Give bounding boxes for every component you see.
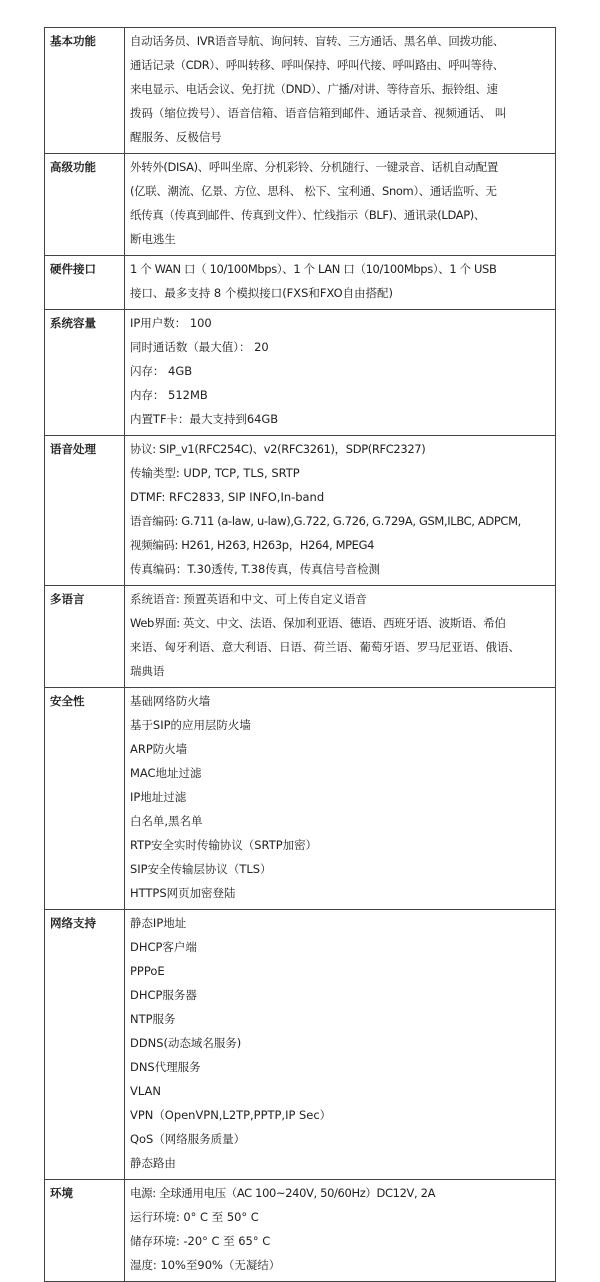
spec-value-line: 拨码（缩位拨号）、语音信箱、语音信箱到邮件、通话录音、视频通话、 叫 <box>130 106 507 120</box>
spec-value-cell <box>125 1180 556 1282</box>
spec-value-line: PPPoE <box>130 964 165 978</box>
spec-value-line: 静态IP地址 <box>130 916 187 930</box>
spec-label-cell <box>45 310 125 436</box>
spec-value-line: 来语、匈牙利语、意大利语、日语、荷兰语、葡萄牙语、罗马尼亚语、俄语、 <box>130 640 520 654</box>
spec-value-line: DHCP客户端 <box>130 940 197 954</box>
spec-value-cell <box>125 910 556 1180</box>
spec-value-line: HTTPS网页加密登陆 <box>130 886 236 900</box>
spec-value-line: 瑞典语 <box>130 664 165 678</box>
spec-value-line: 白名单,黑名单 <box>130 814 203 828</box>
spec-label: 语音处理 <box>50 442 96 456</box>
spec-value-line: 同时通话数（最大值）： 20 <box>130 340 269 354</box>
spec-value-line: (亿联、潮流、亿景、方位、思科、 松下、宝利通、Snom）、通话监听、无 <box>130 184 497 198</box>
spec-row-network-support <box>45 910 556 1180</box>
spec-label: 硬件接口 <box>50 262 96 276</box>
spec-label-cell <box>45 154 125 256</box>
spec-row-multi-language <box>45 586 556 688</box>
spec-value-line: 储存环境: -20° C 至 65° C <box>130 1234 271 1248</box>
spec-value-line: DDNS(动态域名服务) <box>130 1036 242 1050</box>
spec-value-line: 协议: SIP_v1(RFC254C)、v2(RFC3261)，SDP(RFC2327) <box>130 442 426 456</box>
spec-value-line: 外转外(DISA)、呼叫坐席、分机彩铃、分机随行、一键录音、话机自动配置 <box>130 160 498 174</box>
spec-value-line: Web界面: 英文、中文、法语、保加利亚语、德语、西班牙语、波斯语、希伯 <box>130 616 506 630</box>
spec-value-cell <box>125 436 556 586</box>
spec-label: 系统容量 <box>50 316 96 330</box>
spec-value-line: QoS（网络服务质量） <box>130 1132 246 1146</box>
spec-label-cell <box>45 256 125 310</box>
spec-value-line: 语音编码: G.711 (a-law, u-law),G.722, G.726, G.729A, GSM,ILBC, ADPCM, <box>130 514 521 528</box>
spec-value-line: 静态路由 <box>130 1156 176 1170</box>
spec-row-system-capacity <box>45 310 556 436</box>
spec-row-basic-features <box>45 28 556 154</box>
spec-table-body <box>45 28 556 1282</box>
spec-value-line: 电源: 全球通用电压（AC 100~240V, 50/60Hz）DC12V, 2A <box>130 1186 436 1200</box>
spec-label-cell <box>45 1180 125 1282</box>
spec-value-line: VPN（OpenVPN,L2TP,PPTP,IP Sec） <box>130 1108 332 1122</box>
spec-value-line: 1 个 WAN 口（ 10/100Mbps）、1 个 LAN 口（10/100Mbps）、1 个 USB <box>130 262 497 276</box>
spec-value-line: 湿度: 10%至90%（无凝结） <box>130 1258 281 1272</box>
spec-table <box>44 27 556 1282</box>
spec-label-cell <box>45 436 125 586</box>
spec-value-cell <box>125 586 556 688</box>
spec-value-line: DNS代理服务 <box>130 1060 201 1074</box>
spec-value-cell <box>125 256 556 310</box>
spec-value-line: ARP防火墙 <box>130 742 188 756</box>
spec-value-line: 通话记录（CDR）、呼叫转移、呼叫保持、呼叫代接、呼叫路由、呼叫等待、 <box>130 58 504 72</box>
spec-value-line: 自动话务员、IVR语音导航、询问转、盲转、三方通话、黑名单、回拨功能、 <box>130 34 504 48</box>
spec-value-line: 传输类型: UDP, TCP, TLS, SRTP <box>130 466 300 480</box>
spec-label-cell <box>45 28 125 154</box>
spec-label: 基本功能 <box>50 34 96 48</box>
spec-value-line: IP用户数： 100 <box>130 316 212 330</box>
spec-value-cell <box>125 154 556 256</box>
spec-value-line: 内置TF卡：最大支持到64GB <box>130 412 279 426</box>
spec-value-cell <box>125 310 556 436</box>
spec-row-security <box>45 688 556 910</box>
spec-value-line: 基于SIP的应用层防火墙 <box>130 718 251 732</box>
spec-label: 环境 <box>50 1186 73 1200</box>
spec-value-line: VLAN <box>130 1084 161 1098</box>
spec-value-line: MAC地址过滤 <box>130 766 202 780</box>
spec-row-hardware-interfaces <box>45 256 556 310</box>
spec-value-line: DTMF: RFC2833, SIP INFO,In-band <box>130 490 325 504</box>
spec-label-cell <box>45 688 125 910</box>
spec-value-line: IP地址过滤 <box>130 790 187 804</box>
spec-value-line: SIP安全传输层协议（TLS） <box>130 862 272 876</box>
spec-row-voice-processing <box>45 436 556 586</box>
spec-value-line: 传真编码：T.30透传, T.38传真，传真信号音检测 <box>130 562 381 576</box>
spec-label: 安全性 <box>50 694 85 708</box>
spec-label-cell <box>45 586 125 688</box>
spec-label-cell <box>45 910 125 1180</box>
spec-value-line: 运行环境: 0° C 至 50° C <box>130 1210 259 1224</box>
spec-label: 多语言 <box>50 592 85 606</box>
spec-value-line: 闪存： 4GB <box>130 364 193 378</box>
spec-value-line: 视频编码: H261, H263, H263p，H264, MPEG4 <box>130 538 375 552</box>
spec-value-line: 断电逃生 <box>130 232 176 246</box>
spec-value-cell <box>125 28 556 154</box>
spec-value-line: 系统语音: 预置英语和中文、可上传自定义语音 <box>130 592 367 606</box>
spec-label: 网络支持 <box>50 916 96 930</box>
spec-row-advanced-features <box>45 154 556 256</box>
spec-value-line: 基础网络防火墙 <box>130 694 211 708</box>
spec-value-cell <box>125 688 556 910</box>
spec-value-line: NTP服务 <box>130 1012 176 1026</box>
spec-value-line: 醒服务、反极信号 <box>130 130 222 144</box>
spec-value-line: 纸传真（传真到邮件、传真到文件）、忙线指示（BLF)、通讯录(LDAP)、 <box>130 208 486 222</box>
spec-value-line: RTP安全实时传输协议（SRTP加密） <box>130 838 318 852</box>
spec-value-line: DHCP服务器 <box>130 988 197 1002</box>
spec-value-line: 来电显示、电话会议、免打扰（DND）、广播/对讲、等待音乐、振铃组、速 <box>130 82 498 96</box>
spec-row-environment <box>45 1180 556 1282</box>
spec-value-line: 接口、最多支持 8 个模拟接口(FXS和FXO自由搭配) <box>130 286 393 300</box>
spec-label: 高级功能 <box>50 160 96 174</box>
spec-value-line: 内存： 512MB <box>130 388 208 402</box>
